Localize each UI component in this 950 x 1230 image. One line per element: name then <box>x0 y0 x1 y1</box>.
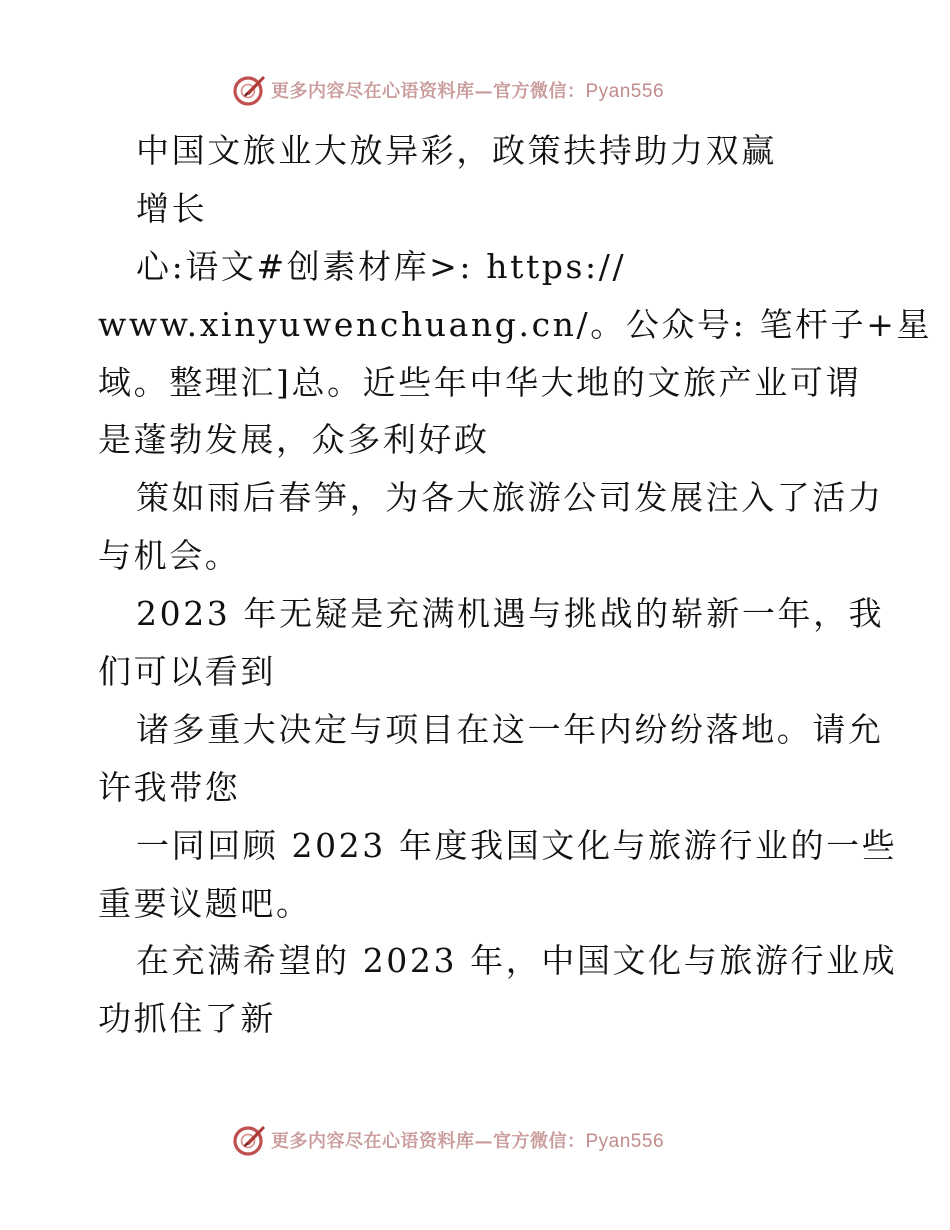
banner-wechat-id: Pyan556 <box>585 81 665 102</box>
text-line: 功抓住了新 <box>98 999 276 1039</box>
text-line: 是蓬勃发展，众多利好政 <box>98 420 490 460</box>
text-line: 与机会。 <box>98 536 241 576</box>
text-line: 心:语文#创素材库>: https:// <box>136 246 627 286</box>
text-line: 域。整理汇]总。近些年中华大地的文旅产业可谓 <box>98 362 862 402</box>
text-line: 重要议题吧。 <box>98 883 312 923</box>
text-line: 许我带您 <box>98 767 241 807</box>
banner-wechat-id: Pyan556 <box>585 1131 665 1152</box>
text-line: 增长 <box>136 188 208 228</box>
text-line: 诸多重大决定与项目在这一年内纷纷落地。请允 <box>136 709 884 749</box>
text-line: 一同回顾 2023 年度我国文化与旅游行业的一些 <box>136 825 898 865</box>
banner-text <box>271 77 664 103</box>
text-line: 2023 年无疑是充满机遇与挑战的崭新一年，我 <box>136 594 885 634</box>
quill-logo-icon <box>232 73 266 107</box>
body-text <box>98 122 933 1048</box>
banner-text <box>271 1127 664 1153</box>
quill-logo-icon <box>232 1123 266 1157</box>
text-line: 中国文旅业大放异彩，政策扶持助力双赢 <box>136 131 777 170</box>
footer-banner <box>232 1121 664 1159</box>
text-line: 在充满希望的 2023 年，中国文化与旅游行业成 <box>136 941 898 981</box>
text-line: 策如雨后春笋，为各大旅游公司发展注入了活力 <box>136 478 884 518</box>
text-line: 们可以看到 <box>98 652 276 692</box>
banner-label: 更多内容尽在心语资料库—官方微信： <box>271 1131 586 1152</box>
text-line: www.xinyuwenchuang.cn/。公众号: 笔杆子+星 <box>98 304 933 344</box>
header-banner <box>232 71 664 109</box>
banner-label: 更多内容尽在心语资料库—官方微信： <box>271 81 586 102</box>
